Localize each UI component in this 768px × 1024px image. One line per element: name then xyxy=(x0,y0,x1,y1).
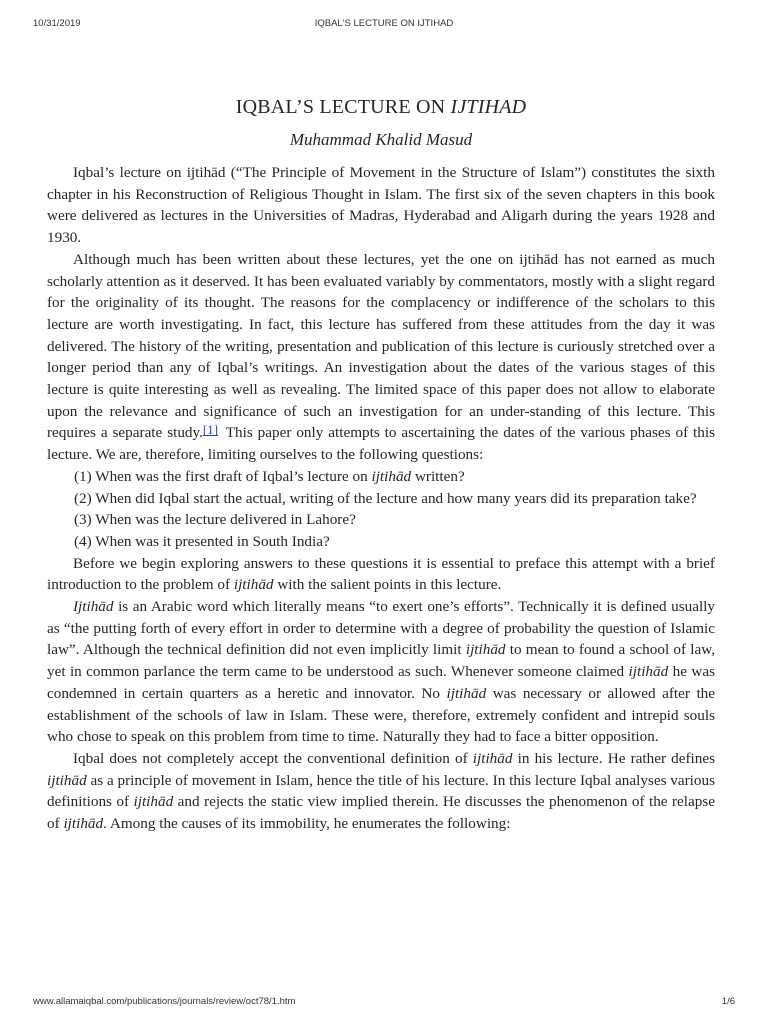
print-date: 10/31/2019 xyxy=(33,18,81,29)
paragraph-4-italic-4: ijtihād xyxy=(446,684,487,702)
page-number: 1/6 xyxy=(721,996,735,1007)
article-title xyxy=(47,92,715,122)
question-1-text-b: written? xyxy=(411,467,465,485)
paragraph-5-text-e: . Among the causes of its immobility, he enumerates the following: xyxy=(103,815,511,833)
question-2: (2) When did Iqbal start the actual, writing of the lecture and how many years did its preparation take? xyxy=(74,489,697,507)
paragraph-5-italic-3: ijtihād xyxy=(133,793,174,811)
article-title-italic: IJTIHAD xyxy=(450,96,527,118)
paragraph-4-text-c: he was condemned in certain quarters as a heretic and innovator. No xyxy=(47,663,715,702)
article-title-text: IQBAL’S LECTURE ON xyxy=(235,96,451,118)
paragraph-3-text-b: with the salient points in this lecture. xyxy=(273,576,502,594)
paragraph-3-text-a: Before we begin exploring answers to these questions it is essential to preface this attempt with a brief introduction to the problem of xyxy=(47,554,715,594)
print-header xyxy=(0,18,768,32)
paragraph-5-italic-1: ijtihād xyxy=(472,749,513,767)
paragraph-4-text-d: was necessary or allowed after the establishment of the schools of law in Islam. These were, therefore, extremely confident and intrepid souls who chose to speak on this problem from time to time. Naturally they had to face a bitter opposition. xyxy=(47,684,715,746)
paragraph-4-italic-3: ijtihād xyxy=(628,663,669,681)
source-url: www.allamaiqbal.com/publications/journals/review/oct78/1.htm xyxy=(33,996,296,1007)
print-title: IQBAL'S LECTURE ON IJTIHAD xyxy=(314,18,454,29)
paragraph-2-text-b: This paper only attempts to ascertaining the dates of the various phases of this lecture. We are, therefore, limiting ourselves to the following questions: xyxy=(47,424,715,464)
paragraph-2 xyxy=(47,249,715,466)
paragraph-4-text-a: is an Arabic word which literally means “to exert one’s efforts”. Technically it is defined usually as “the putting forth of every effort in order to determine with a degree of probability the question of Islamic law”. Although the technical definition did not even implicitly limit xyxy=(47,598,715,659)
footnote-link-1[interactable]: [1] xyxy=(202,422,219,438)
question-1 xyxy=(47,466,715,488)
paragraph-4-text-b: to mean to found a school of law, yet in common parlance the term came to be understood as such. Whenever someone claimed xyxy=(47,641,715,681)
question-4: (4) When was it presented in South India? xyxy=(74,532,330,550)
paragraph-5-text-c: as a principle of movement in Islam, hence the title of his lecture. In this lecture Iqbal analyses various definitions of xyxy=(47,771,715,811)
paragraph-5-text-b: in his lecture. He rather defines xyxy=(512,749,716,767)
paragraph-1: Iqbal’s lecture on ijtihād (“The Principle of Movement in the Structure of Islam”) constitutes the sixth chapter in his Reconstruction of Religious Thought in Islam. The first six of the seven chapters in this book were delivered as lectures in the Universities of Madras, Hyderabad and Aligarh during the years 1928 and 1930. xyxy=(47,164,715,247)
paragraph-5-text-d: and rejects the static view implied therein. He discusses the phenomenon of the relapse of xyxy=(47,793,715,833)
paragraph-4 xyxy=(47,596,715,748)
paragraph-4-italic-2: ijtihād xyxy=(465,641,506,659)
paragraph-2-text-a: Although much has been written about these lectures, yet the one on ijtihād has not earned as much scholarly attention as it deserved. It has been evaluated variably by commentators, mostly with a slight regard for the originality of its thought. The reasons for the complacency or indifference of the scholars to this lecture are worth investigating. In fact, this lecture has suffered from these attitudes from the day it was delivered. The history of the writing, presentation and publication of this lecture is curiously stretched over a longer period than any of Iqbal’s writings. An investigation about the dates of the various stages of this lecture is quite interesting as well as revealing. The limited space of this paper does not allow to elaborate upon the relevance and significance of such an investigation for an under-standing of this lecture. This requires a separate study. xyxy=(47,250,715,442)
paragraph-3 xyxy=(47,553,715,596)
paragraph-5 xyxy=(47,748,715,835)
article-author: Muhammad Khalid Masud xyxy=(289,130,473,149)
paragraph-3-italic: ijtihād xyxy=(233,576,274,594)
question-1-text-a: (1) When was the first draft of Iqbal’s lecture on xyxy=(74,467,372,485)
article-body xyxy=(47,92,715,835)
paragraph-5-italic-4: ijtihād xyxy=(63,815,104,833)
question-1-italic: ijtihād xyxy=(371,467,412,485)
question-3: (3) When was the lecture delivered in Lahore? xyxy=(74,511,356,529)
paragraph-5-text-a: Iqbal does not completely accept the conventional definition of xyxy=(73,749,473,767)
print-footer xyxy=(0,996,768,1010)
paragraph-4-italic-1: Ijtihād xyxy=(73,598,114,616)
paragraph-5-italic-2: ijtihād xyxy=(47,771,87,789)
